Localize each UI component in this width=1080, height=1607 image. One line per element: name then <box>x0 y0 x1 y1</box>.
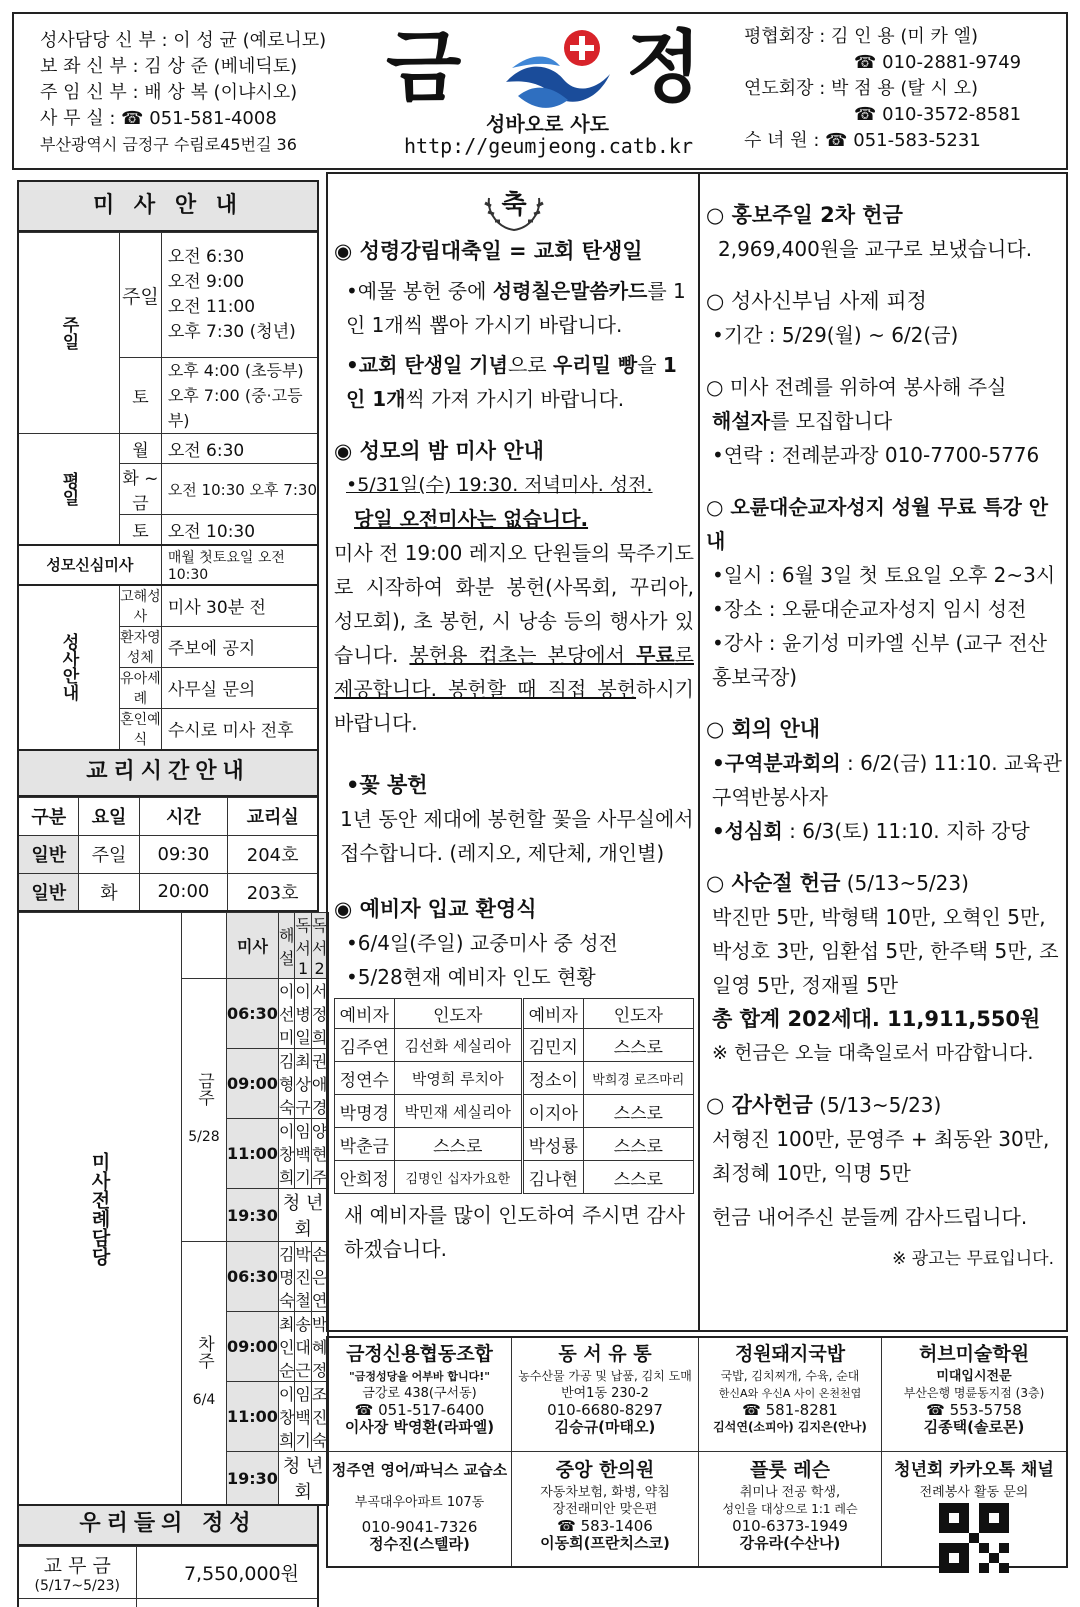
catechism-header: 구분 <box>18 797 79 835</box>
text: •예물 봉헌 중에 <box>346 279 493 303</box>
title-left: 금 <box>386 28 461 108</box>
text-bold: 성령칠은말씀카드 <box>493 279 648 303</box>
ad-title: 허브미술학원 <box>882 1340 1066 1368</box>
header-line: 평협회장 : 김 인 용 (미 카 엘) <box>744 24 1021 50</box>
ad-line: 취미나 전공 학생, <box>699 1484 881 1501</box>
ad-title: 정주연 영어/파닉스 교습소 <box>328 1456 511 1484</box>
catechumen-status: •5/28현재 예비자 인도 현황 <box>334 960 694 994</box>
catechumen-cell: 김민지 <box>522 1029 583 1062</box>
ad-phone: 010-9041-7326 <box>328 1519 511 1536</box>
week-date: 6/4 <box>182 1389 226 1411</box>
marian-night-date: •5/31일(수) 19:30. 저녁미사. 성전. <box>334 468 694 502</box>
ad-line: 한신A와 우신A 사이 온천천엽 <box>699 1385 881 1402</box>
ad-owner: 김석연(소피아) 김지은(안나) <box>699 1419 881 1436</box>
roster-header: 독서2 <box>311 913 328 979</box>
lent-offering-donors: 박진만 5만, 박형택 10만, 오혁인 5만, 박성호 3만, 임환섭 5만, 한주택 5만, 조일영 5만, 정재필 5만 <box>706 900 1062 1002</box>
roster-time: 19:30 <box>227 1452 279 1506</box>
roster-time: 09:00 <box>227 1049 279 1119</box>
saturday-times <box>161 358 318 434</box>
header-line: 보 좌 신 부 : 김 상 준 (베네딕토) <box>40 54 326 80</box>
roster-person: 이병일 <box>295 979 311 1049</box>
ad-credit-union[interactable] <box>328 1340 511 1436</box>
pentecost-heading: ◉ 성령강림대축일 = 교회 탄생일 <box>334 234 694 268</box>
saturday-label: 토 <box>120 358 162 434</box>
catechumen-cell: 안희정 <box>335 1161 395 1194</box>
ad-english[interactable] <box>328 1456 511 1553</box>
roster-time: 09:00 <box>227 1312 279 1382</box>
ad-gukbap[interactable] <box>699 1340 881 1436</box>
oryundae-place: •장소 : 오륜대순교자성지 임시 성전 <box>706 592 1062 626</box>
celebration-badge <box>334 178 694 234</box>
offering-title: 우리들의 정성 <box>17 1506 319 1546</box>
parish-subtitle: 성바오로 사도 <box>486 108 609 137</box>
catechism-title: 교리시간안내 <box>17 751 319 797</box>
sacred-heart-meeting <box>706 814 1062 848</box>
text: (5/13~5/23) <box>840 871 969 895</box>
header-left-info <box>40 28 326 158</box>
text: : 6/3(토) 11:10. 지하 강당 <box>783 819 1030 843</box>
text: 을 <box>637 353 656 377</box>
ad-title: 중앙 한의원 <box>512 1456 698 1484</box>
ad-title: 플룻 레슨 <box>699 1456 881 1484</box>
catechism-cell: 09:30 <box>139 835 228 873</box>
left-column <box>17 180 319 1607</box>
district-meeting <box>706 746 1062 814</box>
text-bold: 우리밀 빵 <box>553 353 637 377</box>
ad-title: 금정신용협동조합 <box>328 1340 511 1368</box>
offering-name <box>19 1603 136 1607</box>
roster-person: 이창희 <box>278 1382 294 1452</box>
ad-owner: 이사장 박영환(라파엘) <box>328 1419 511 1436</box>
roster-time: 11:00 <box>227 1119 279 1189</box>
offering-name: 교 무 금 <box>19 1551 136 1578</box>
title-right: 정 <box>626 28 701 108</box>
parish-url[interactable]: http://geumjeong.catb.kr <box>404 134 693 158</box>
catechism-header: 시간 <box>139 797 228 835</box>
sacrament-label: 성사안내 <box>18 585 120 750</box>
catechism-cell: 20:00 <box>139 873 228 911</box>
weekday-time: 오전 10:30 오후 7:30 <box>161 464 318 515</box>
ad-title: 정원돼지국밥 <box>699 1340 881 1368</box>
week-date: 5/28 <box>182 1126 226 1148</box>
catechumen-thanks: 새 예비자를 많이 인도하여 주시면 감사하겠습니다. <box>334 1198 694 1266</box>
priest-retreat-heading: ○ 성사신부님 사제 피정 <box>706 284 1062 318</box>
roster-header: 미사 <box>227 913 279 979</box>
mass-time: 오전 11:00 <box>168 295 317 320</box>
ads-grid <box>326 1336 1068 1568</box>
sacrament-info: 주보에 공지 <box>161 626 318 667</box>
communication-sunday-text: 2,969,400원을 교구로 보냈습니다. <box>706 232 1062 266</box>
middle-column <box>334 178 694 1266</box>
roster-time: 19:30 <box>227 1189 279 1242</box>
weekday-time: 오전 6:30 <box>161 434 318 464</box>
roster-week-label <box>182 979 227 1242</box>
no-morning-mass: 당일 오전미사는 없습니다. <box>334 502 694 536</box>
weekday-day: 월 <box>120 434 162 464</box>
roster-person: 박진철 <box>295 1242 311 1312</box>
catechumen-cell: 박영희 루치아 <box>394 1062 522 1095</box>
catechumen-cell: 스스로 <box>583 1161 693 1194</box>
ad-line: 미대입시전문 <box>882 1368 1066 1385</box>
text-bold: 해설자 <box>712 409 770 433</box>
ad-phone: 010-6373-1949 <box>699 1518 881 1535</box>
catechism-cell: 203호 <box>228 873 318 911</box>
catechumen-header: 인도자 <box>583 999 693 1029</box>
commentator-heading: ○ 미사 전례를 위하여 봉사해 주실 <box>706 370 1062 404</box>
header <box>12 12 1068 170</box>
catechism-cell: 화 <box>79 873 139 911</box>
heart-mass-time: 매월 첫토요일 오전 10:30 <box>161 545 318 585</box>
ad-phone: ☎ 583-1406 <box>512 1518 698 1535</box>
ad-line: 부곡대우아파트 107동 <box>328 1494 511 1511</box>
sacrament-info: 사무실 문의 <box>161 667 318 708</box>
catechism-table <box>17 797 319 913</box>
weekday-day: 화 ~금 <box>120 464 162 515</box>
header-line: 사 무 실 : ☎ 051-581-4008 <box>40 106 326 132</box>
ad-youth-kakao[interactable] <box>882 1456 1066 1578</box>
catechumen-cell: 정연수 <box>335 1062 395 1095</box>
meeting-heading: ○ 회의 안내 <box>706 712 1062 746</box>
catechumen-cell: 박춘금 <box>335 1128 395 1161</box>
right-column <box>706 198 1062 1276</box>
ad-line: 장전래미안 맞은편 <box>512 1501 698 1518</box>
roster-header: 해설 <box>278 913 294 979</box>
mass-time: 오후 4:00 (초등부) <box>168 358 317 383</box>
catechumen-table <box>334 998 694 1194</box>
text-bold-underline: 무료 <box>636 643 675 667</box>
text-underline: 로 제공합니다. 봉헌할 때 직접 봉헌 <box>334 643 694 701</box>
lent-offering-total: 총 합계 202세대. 11,911,550원 <box>706 1002 1062 1036</box>
roster-person: 청 년 회 <box>278 1452 328 1506</box>
text: 하시기 바랍니다. <box>334 677 694 735</box>
text-bold: •교회 탄생일 기념 <box>346 353 508 377</box>
roster-person: 권애경 <box>311 1049 328 1119</box>
catechumen-cell: 스스로 <box>583 1029 693 1062</box>
header-line: 수 녀 원 : ☎ 051-583-5231 <box>744 128 1021 154</box>
ad-phone: ☎ 051-517-6400 <box>328 1402 511 1419</box>
column-divider <box>698 172 700 1332</box>
text: 씩 가져 가시기 바랍니다. <box>406 387 625 411</box>
sunday-sub-label: 주일 <box>120 233 162 358</box>
flower-offering-text: 1년 동안 제대에 봉헌할 꽃을 사무실에서 접수합니다. (레지오, 제단체, 개인별) <box>334 802 694 870</box>
ad-owner: 정수진(스텔라) <box>328 1536 511 1553</box>
offering-value: 7,550,000원 <box>136 1547 318 1599</box>
roster-header: 독서1 <box>295 913 311 979</box>
roster-time: 06:30 <box>227 979 279 1049</box>
roster-person: 김명숙 <box>278 1242 294 1312</box>
roster-person: 이창희 <box>278 1119 294 1189</box>
text: : 6/2(금) 11:10. 교육관 구역반봉사자 <box>712 751 1062 809</box>
free-ad-note: ※ 광고는 무료입니다. <box>706 1242 1062 1276</box>
header-right-info <box>744 24 1021 154</box>
ad-line: "금정성당을 어부바 합니다!" <box>328 1368 511 1385</box>
ad-line: 반여1동 230-2 <box>512 1385 698 1402</box>
roster-week-label <box>182 1242 227 1506</box>
catechumen-cell: 이지아 <box>522 1095 583 1128</box>
mass-time: 오전 6:30 <box>168 245 317 270</box>
header-line: 주 임 신 부 : 배 상 복 (이냐시오) <box>40 80 326 106</box>
ad-line: 전례봉사 활동 문의 <box>882 1484 1066 1501</box>
catechism-header: 교리실 <box>228 797 318 835</box>
oryundae-speaker: •강사 : 윤기성 미카엘 신부 (교구 전산홍보국장) <box>706 626 1062 694</box>
offering-value <box>136 1599 318 1607</box>
ad-phone: 010-6680-8297 <box>512 1402 698 1419</box>
sacrament-name: 혼인예식 <box>120 708 162 750</box>
lent-offering-note: ※ 헌금은 오늘 대축일로서 마감합니다. <box>706 1036 1062 1070</box>
catechumen-cell: 박성룡 <box>522 1128 583 1161</box>
ad-phone: ☎ 581-8281 <box>699 1402 881 1419</box>
ad-line: 농수산물 가공 및 납품, 김치 도매 <box>512 1368 698 1385</box>
text: 를 1인 1개씩 뽑아 가시기 바랍니다. <box>346 279 686 337</box>
text-bold: •구역분과회의 <box>712 751 841 775</box>
lent-offering-heading <box>706 866 1062 900</box>
roster-person: 조진숙 <box>311 1382 328 1452</box>
catechumen-header: 예비자 <box>335 999 395 1029</box>
thanks-offering-donors: 서형진 100만, 문영주 + 최동완 30만, 최정혜 10만, 익명 5만 <box>706 1122 1062 1190</box>
roster-person: 임백기 <box>295 1119 311 1189</box>
roster-person: 김형숙 <box>278 1049 294 1119</box>
weekday-label: 평일 <box>18 434 120 545</box>
text-bold: •성심회 <box>712 819 783 843</box>
catechumen-date: •6/4일(주일) 교중미사 중 성전 <box>334 926 694 960</box>
catechism-header: 요일 <box>79 797 139 835</box>
ads-divider <box>328 1451 1066 1452</box>
header-line: ☎ 010-2881-9749 <box>744 50 1021 76</box>
catechumen-cell: 김명인 십자가요한 <box>394 1161 522 1194</box>
catechumen-cell: 김나현 <box>522 1161 583 1194</box>
ad-phone: ☎ 553-5758 <box>882 1402 1066 1419</box>
header-line: 부산광역시 금정구 수림로45번길 36 <box>40 132 326 158</box>
roster-corner <box>182 913 227 979</box>
parish-logo-icon <box>498 20 618 116</box>
text-bold: 1인 1개 <box>346 353 677 411</box>
ad-line: 부산은행 명륜동지점 (3층) <box>882 1385 1066 1402</box>
weekday-time: 오전 10:30 <box>161 515 318 545</box>
ad-owner: 김승규(마태오) <box>512 1419 698 1436</box>
text-bold: ○ 사순절 헌금 <box>706 871 840 895</box>
mass-time: 오후 7:30 (청년) <box>168 320 317 345</box>
roster-person: 최상구 <box>295 1049 311 1119</box>
catechumen-cell: 박명경 <box>335 1095 395 1128</box>
sacrament-name: 환자영성체 <box>120 626 162 667</box>
sacrament-info: 미사 30분 전 <box>161 585 318 627</box>
catechumen-cell: 정소이 <box>522 1062 583 1095</box>
ad-oriental-clinic[interactable] <box>512 1456 698 1552</box>
roster-person: 최인순 <box>278 1312 294 1382</box>
pentecost-bread-notice <box>334 348 694 416</box>
communication-sunday-heading: ○ 홍보주일 2차 헌금 <box>706 198 1062 232</box>
offering-period: (5/17~5/23) <box>19 1578 136 1594</box>
text: 으로 <box>508 353 553 377</box>
roster-person: 청 년 회 <box>278 1189 328 1242</box>
roster-time: 06:30 <box>227 1242 279 1312</box>
offering-label <box>18 1547 136 1599</box>
catechism-cell: 일반 <box>18 835 79 873</box>
ad-line: 자동차보험, 화병, 약침 <box>512 1484 698 1501</box>
qr-code-icon[interactable] <box>939 1503 1009 1573</box>
catechumen-cell: 김선화 세실리아 <box>394 1029 522 1062</box>
marian-night-description <box>334 536 694 740</box>
text-underline: 봉헌용 컵초는 본당에서 <box>409 643 636 667</box>
ad-line: 국밥, 김치찌개, 수육, 순대 <box>699 1368 881 1385</box>
roster-side-label: 미사전례담당 <box>18 913 182 1506</box>
oryundae-heading: ○ 오륜대순교자성지 성월 무료 특강 안내 <box>706 490 1062 558</box>
catechumen-cell: 박희경 로즈마리 <box>583 1062 693 1095</box>
text: 미사 전 19:00 레지오 단원들의 묵주기도로 시작하여 화분 봉헌(사목회, 꾸리아, 성모회), 초 봉헌, 시 낭송 등의 행사가 있습니다. <box>334 541 694 667</box>
roster-person: 임백기 <box>295 1382 311 1452</box>
catechumen-cell: 스스로 <box>583 1095 693 1128</box>
catechumen-header: 인도자 <box>394 999 522 1029</box>
catechumen-cell: 김주연 <box>335 1029 395 1062</box>
header-line: 성사담당 신 부 : 이 성 균 (예로니모) <box>40 28 326 54</box>
mass-guide-title: 미 사 안 내 <box>17 180 319 232</box>
sacrament-name: 유아세례 <box>120 667 162 708</box>
offering-label <box>18 1599 136 1607</box>
week-name: 금주 <box>193 1072 215 1106</box>
celebration-text: 축 <box>501 190 526 220</box>
catechumen-cell: 스스로 <box>583 1128 693 1161</box>
commentator-recruit <box>706 404 1062 438</box>
text: (5/13~5/23) <box>813 1093 942 1117</box>
sunday-times <box>161 233 318 358</box>
roster-person: 양현주 <box>311 1119 328 1189</box>
ad-line: 성인을 대상으로 1:1 레슨 <box>699 1501 881 1518</box>
roster-time: 11:00 <box>227 1382 279 1452</box>
roster-person: 송대근 <box>295 1312 311 1382</box>
marian-night-heading: ◉ 성모의 밤 미사 안내 <box>334 434 694 468</box>
catechism-cell: 204호 <box>228 835 318 873</box>
ad-flute-lesson[interactable] <box>699 1456 881 1552</box>
week-name: 차주 <box>193 1335 215 1369</box>
mass-schedule-table <box>17 232 319 751</box>
ad-herb-art[interactable] <box>882 1340 1066 1436</box>
ad-line: 금강로 438(구서동) <box>328 1385 511 1402</box>
catechumen-cell: 스스로 <box>394 1128 522 1161</box>
oryundae-date: •일시 : 6월 3일 첫 토요일 오후 2~3시 <box>706 558 1062 592</box>
liturgy-roster-table <box>17 912 329 1506</box>
ad-title: 동 서 유 통 <box>512 1340 698 1368</box>
sunday-label: 주일 <box>18 233 120 434</box>
text: 를 모집합니다 <box>770 409 892 433</box>
commentator-contact: •연락 : 전례분과장 010-7700-5776 <box>706 438 1062 472</box>
roster-person: 박혜정 <box>311 1312 328 1382</box>
heart-mass-label: 성모신심미사 <box>18 545 161 585</box>
catechumen-cell: 박민재 세실리아 <box>394 1095 522 1128</box>
catechumen-heading: ◉ 예비자 입교 환영식 <box>334 892 694 926</box>
roster-person: 서정희 <box>311 979 328 1049</box>
mass-time: 오전 9:00 <box>168 270 317 295</box>
header-line: ☎ 010-3572-8581 <box>744 102 1021 128</box>
weekday-day: 토 <box>120 515 162 545</box>
ad-owner: 김종택(솔로몬) <box>882 1419 1066 1436</box>
ad-title: 청년회 카카오톡 채널 <box>882 1456 1066 1484</box>
header-line: 연도회장 : 박 점 용 (탈 시 오) <box>744 76 1021 102</box>
ad-dongseo[interactable] <box>512 1340 698 1436</box>
thanks-offering-message: 헌금 내어주신 분들께 감사드립니다. <box>706 1200 1062 1234</box>
catechism-cell: 주일 <box>79 835 139 873</box>
thanks-offering-heading <box>706 1088 1062 1122</box>
roster-person: 손은연 <box>311 1242 328 1312</box>
text-bold: ○ 감사헌금 <box>706 1093 813 1117</box>
sacrament-name: 고해성사 <box>120 585 162 627</box>
mass-time: 오후 7:00 (중·고등부) <box>168 383 317 433</box>
sacrament-info: 수시로 미사 전후 <box>161 708 318 750</box>
flower-offering-heading: •꽃 봉헌 <box>334 768 694 802</box>
ad-owner: 강유라(수산나) <box>699 1535 881 1552</box>
pentecost-card-notice <box>334 274 694 342</box>
catechumen-header: 예비자 <box>522 999 583 1029</box>
priest-retreat-dates: •기간 : 5/29(월) ~ 6/2(금) <box>706 318 1062 352</box>
catechism-cell: 일반 <box>18 873 79 911</box>
offering-table <box>17 1546 319 1607</box>
ad-owner: 이동희(프란치스코) <box>512 1535 698 1552</box>
roster-person: 이선미 <box>278 979 294 1049</box>
